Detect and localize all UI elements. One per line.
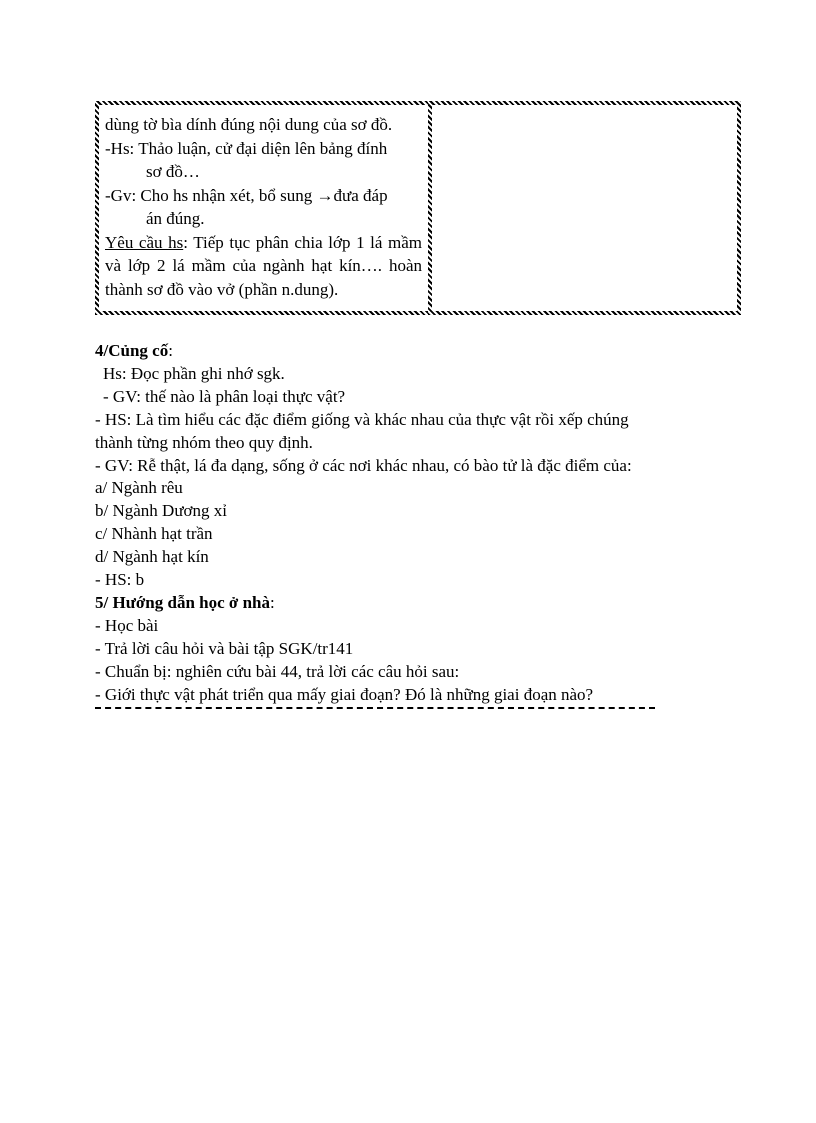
answer-option: c/ Nhành hạt trần xyxy=(95,524,213,544)
answer-option: d/ Ngành hạt kín xyxy=(95,547,209,567)
text-line: sơ đồ… xyxy=(146,162,200,181)
section-heading-consolidation: 4/Củng cố: xyxy=(95,341,173,360)
text-line: - Trả lời câu hỏi và bài tập SGK/tr141 xyxy=(95,638,354,658)
text-line: - HS: Là tìm hiểu các đặc điểm giống và khác nhau của thực vật rồi xếp chúng xyxy=(95,409,629,429)
text-line: - Giới thực vật phát triển qua mấy giai đoạn? Đó là những giai đoạn nào? xyxy=(95,684,594,704)
requirement-text: : Tiếp tục phân chia lớp 1 lá mầm và lớp 2 lá mầm của ngành hạt kín…. hoàn thành sơ đồ vào vở (phần n.dung). xyxy=(105,232,423,299)
text-line: -Gv: Cho hs nhận xét, bổ sung →đưa đáp xyxy=(105,185,388,205)
text-line: - HS: b xyxy=(95,570,145,590)
text-line: dùng tờ bìa dính đúng nội dung của sơ đồ. xyxy=(105,115,393,134)
text-line: -Hs: Thảo luận, cử đại diện lên bảng đính xyxy=(105,138,388,158)
lesson-content xyxy=(95,340,735,707)
requirement-paragraph xyxy=(105,231,422,302)
text-line: - Học bài xyxy=(95,615,159,635)
text-line: Hs: Đọc phần ghi nhớ sgk. xyxy=(103,363,285,383)
answer-option: b/ Ngành Dương xỉ xyxy=(95,501,227,521)
answer-option: a/ Ngành rêu xyxy=(95,478,183,498)
text-line: - GV: thế nào là phân loại thực vật? xyxy=(103,386,346,406)
requirement-label: Yêu cầu hs xyxy=(105,232,184,252)
text-line: - GV: Rễ thật, lá đa dạng, sống ở các nơi khác nhau, có bào tử là đặc điểm của: xyxy=(95,455,632,475)
section-heading-homework: 5/ Hướng dẫn học ở nhà: xyxy=(95,592,275,612)
activity-table xyxy=(95,101,745,315)
activity-left-cell xyxy=(95,101,432,315)
text-line: thành từng nhóm theo quy định. xyxy=(95,432,313,452)
dashed-separator xyxy=(95,707,655,709)
text-line: án đúng. xyxy=(146,209,205,228)
activity-right-cell xyxy=(428,101,741,315)
text-line: - Chuẩn bị: nghiên cứu bài 44, trả lời các câu hỏi sau: xyxy=(95,661,460,681)
